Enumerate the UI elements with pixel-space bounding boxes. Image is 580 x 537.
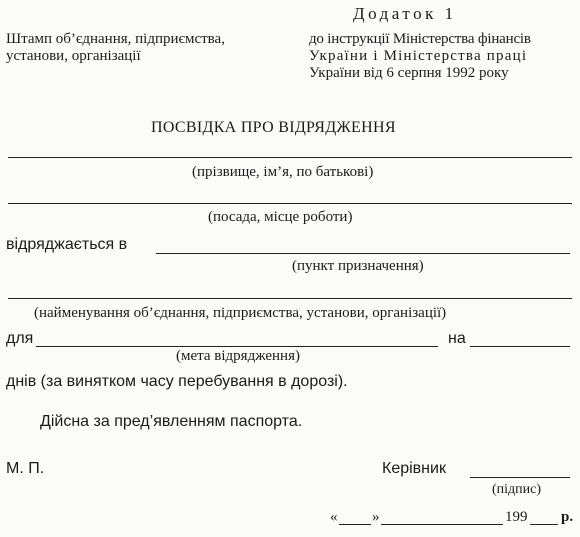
signature-caption: (підпис) (492, 482, 542, 497)
position-caption: (посада, місце роботи) (208, 209, 353, 225)
destination-caption: (пункт призначення) (292, 258, 424, 274)
purpose-caption: (мета відрядження) (176, 348, 300, 364)
validity-text: Дійсна за пред’явленням паспорта. (40, 413, 303, 430)
stamp-line-1: Штамп об’єднання, підприємства, (6, 31, 225, 47)
on-label: на (448, 330, 466, 347)
days-text: днів (за винятком часу перебування в дорозі). (6, 373, 348, 390)
organization-caption: (найменування об’єднання, підприємства, установи, організації) (34, 305, 447, 321)
instruction-line-3: України від 6 серпня 1992 року (309, 65, 509, 81)
organization-line (8, 298, 572, 299)
destination-line (156, 253, 570, 254)
for-label: для (6, 330, 34, 347)
position-line (8, 203, 572, 204)
signature-line (470, 477, 570, 478)
sent-to-label: відряджається в (6, 236, 128, 253)
date-quote-open: « (330, 509, 338, 525)
date-year-line (530, 524, 558, 525)
date-quote-close: » (372, 509, 380, 525)
document-title: ПОСВІДКА ПРО ВІДРЯДЖЕННЯ (151, 119, 396, 136)
date-day-line (339, 524, 371, 525)
seal-label: М. П. (6, 460, 45, 477)
appendix-label: Додаток 1 (353, 4, 457, 23)
date-month-line (381, 524, 503, 525)
instruction-line-1: до інструкції Міністерства фінансів (309, 31, 531, 47)
name-line (8, 157, 572, 158)
days-count-line (470, 346, 570, 347)
head-label: Керівник (382, 460, 446, 477)
purpose-line (36, 346, 438, 347)
date-year-suffix: р. (561, 509, 574, 525)
name-caption: (прізвище, ім’я, по батькові) (192, 164, 374, 180)
instruction-line-2: України і Міністерства праці (309, 48, 528, 64)
date-year-prefix: 199 (505, 509, 528, 525)
stamp-line-2: установи, організації (6, 48, 141, 64)
